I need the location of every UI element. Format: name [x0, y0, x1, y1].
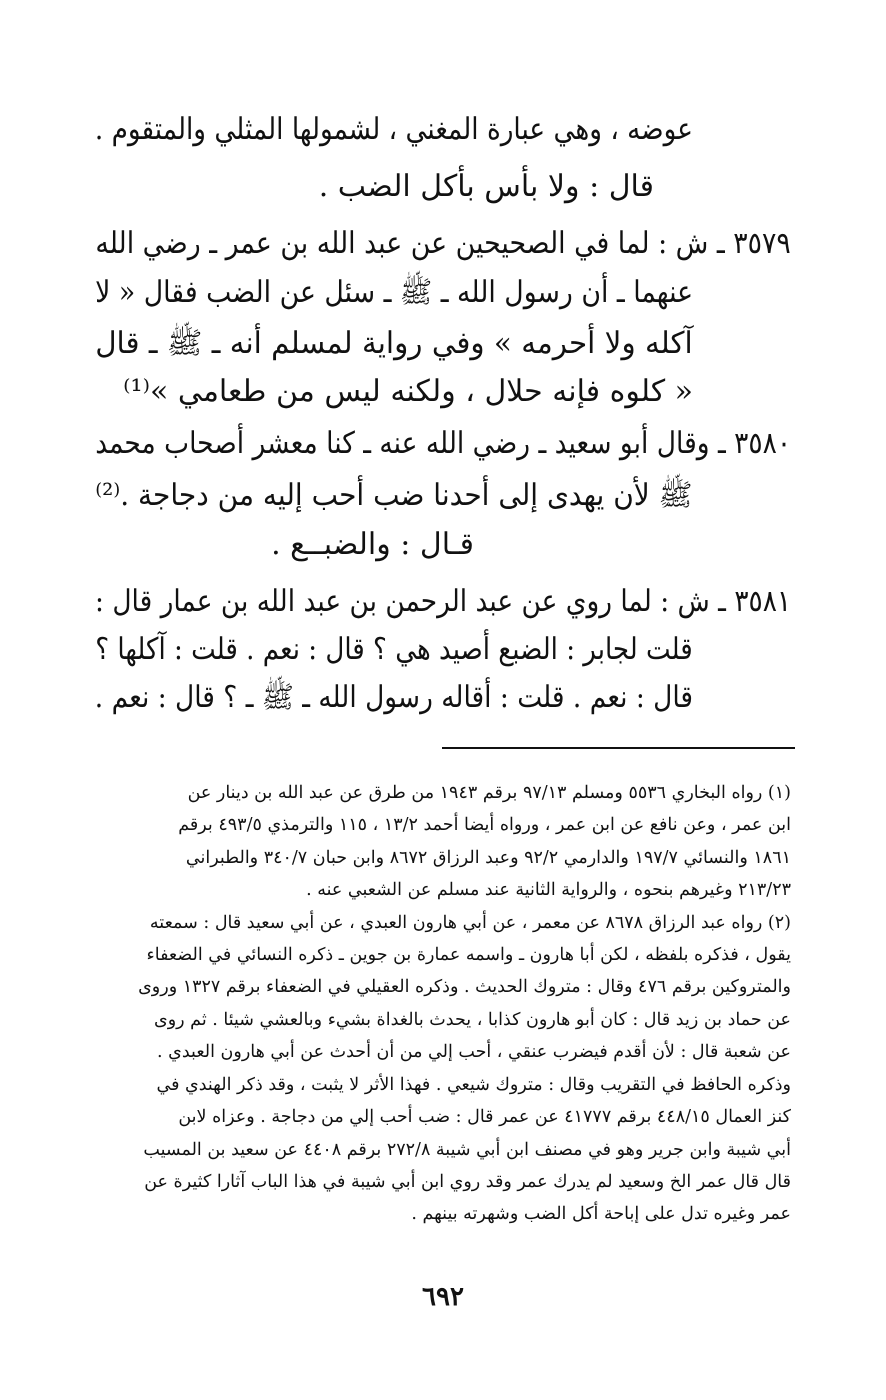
main-line: عنهما ـ أن رسول الله ـ ﷺ ـ سئل عن الضب فقال « لا [95, 275, 693, 310]
footnote-line: ابن عمر ، وعن نافع عن ابن عمر ، ورواه أيضا أحمد ١٣/٢ ، ١١٥ والترمذي ٤٩٣/٥ برقم [178, 815, 791, 835]
main-line: قال : ولا بأس بأكل الضب . [318, 169, 654, 204]
main-line: قال : نعم . قلت : أقاله رسول الله ـ ﷺ ـ ؟ قال : نعم . [94, 680, 693, 715]
footnote-line: وذكره الحافظ في التقريب وقال : متروك شيعي . فهذا الأثر لا يثبت ، وقد ذكر الهندي في [156, 1075, 791, 1095]
footnote-line: (٢) رواه عبد الرزاق ٨٦٧٨ عن معمر ، عن أبي هارون العبدي ، عن أبي سعيد قال : سمعته [149, 913, 791, 933]
footnote-line: عمر وغيره تدل على إباحة أكل الضب وشهرته بينهم . [411, 1204, 791, 1224]
main-line: عوضه ، وهي عبارة المغني ، لشمولها المثلي والمتقوم . [94, 112, 693, 147]
footnote-line: قال قال عمر الخ وسعيد لم يدرك عمر وقد روي ابن أبي شيبة في هذا الباب آثارا كثيرة عن [144, 1172, 791, 1192]
main-line: « كلوه فإنه حلال ، ولكنه ليس من طعامي »⁽¹⁾ [123, 374, 693, 409]
footnote-line: (١) رواه البخاري ٥٥٣٦ ومسلم ٩٧/١٣ برقم ١٩٤٣ من طرق عن عبد الله بن دينار عن [187, 783, 791, 803]
footnote-line: والمتروكين برقم ٤٧٦ وقال : متروك الحديث . وذكره العقيلي في الضعفاء برقم ١٣٢٧ وروى [138, 977, 791, 997]
footnote-line: ٢١٣/٢٣ وغيرهم بنحوه ، والرواية الثانية عند مسلم عن الشعبي عنه . [306, 880, 791, 900]
main-line: ﷺ لأن يهدى إلى أحدنا ضب أحب إليه من دجاجة .⁽²⁾ [95, 478, 694, 513]
footnote-line: كنز العمال ٤٤٨/١٥ برقم ٤١٧٧٧ عن عمر قال : ضب أحب إلي من دجاجة . وعزاه لابن [178, 1107, 791, 1127]
main-line: آكله ولا أحرمه » وفي رواية لمسلم أنه ـ ﷺ ـ قال [95, 326, 693, 361]
footnote-line: أبي شيبة وابن جرير وهو في مصنف ابن أبي شيبة ٢٧٢/٨ برقم ٤٤٠٨ عن سعيد بن المسيب [143, 1140, 791, 1160]
footnote-line: عن حماد بن زيد قال : كان أبو هارون كذابا ، يحدث بالغداة بشيء وبالعشي شيئا . ثم روى [154, 1010, 791, 1030]
main-line: قـال : والضبــع . [271, 527, 474, 562]
main-line: قلت لجابر : الضبع أصيد هي ؟ قال : نعم . قلت : آكلها ؟ [95, 632, 693, 667]
footnote-line: عن شعبة قال : لأن أقدم فيضرب عنقي ، أحب إلي من أن أحدث عن أبي هارون العبدي . [157, 1042, 791, 1062]
main-line: ٣٥٨٠ ـ وقال أبو سعيد ـ رضي الله عنه ـ كنا معشر أصحاب محمد [95, 426, 791, 461]
footnote-line: ١٨٦١ والنسائي ١٩٧/٧ والدارمي ٩٢/٢ وعبد الرزاق ٨٦٧٢ وابن حبان ٣٤٠/٧ والطبراني [185, 848, 791, 868]
footnote-separator [442, 747, 795, 749]
main-line: ٣٥٧٩ ـ ش : لما في الصحيحين عن عبد الله بن عمر ـ رضي الله [95, 226, 791, 261]
footnote-line: يقول ، فذكره بلفظه ، لكن أبا هارون ـ واسمه عمارة بن جوين ـ ذكره النسائي في الضعفاء [146, 945, 791, 965]
page-number: ٦٩٢ [422, 1282, 464, 1312]
main-line: ٣٥٨١ ـ ش : لما روي عن عبد الرحمن بن عبد الله بن عمار قال : [94, 584, 791, 619]
